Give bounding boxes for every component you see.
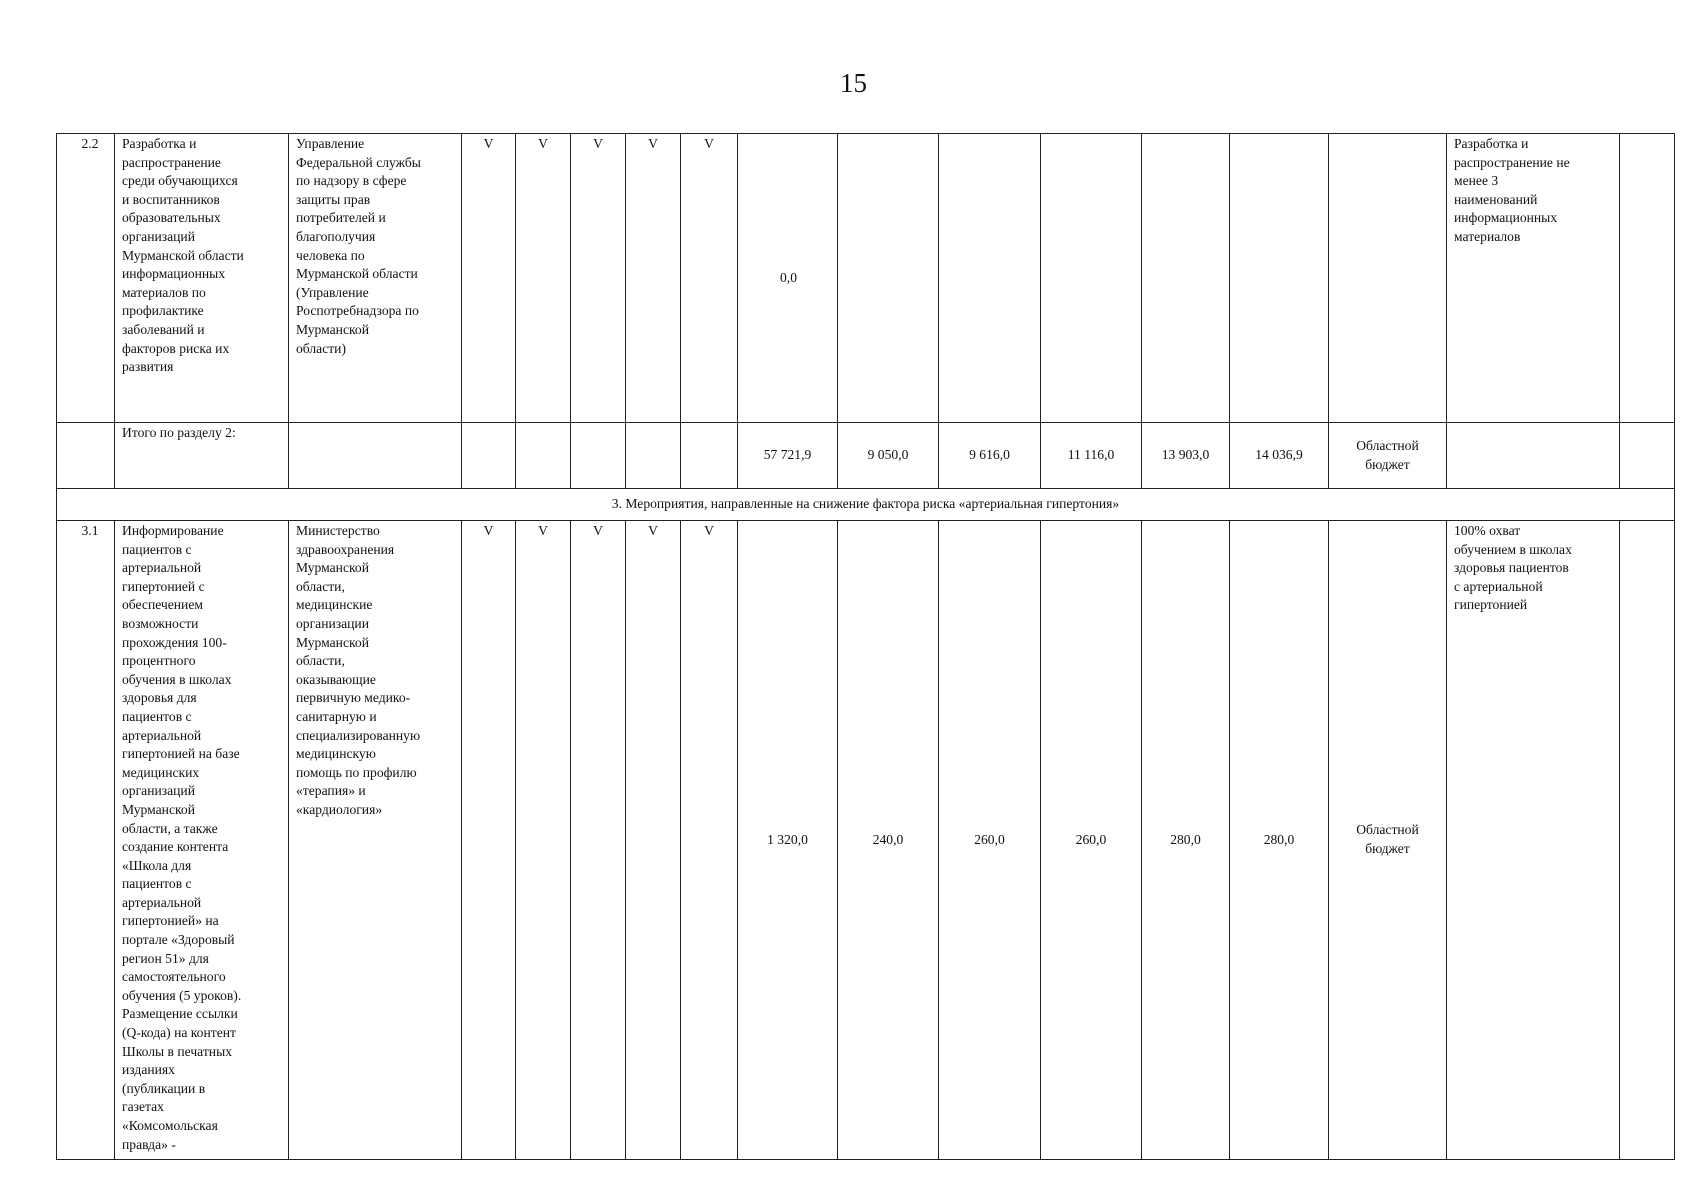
funding-source: Областной бюджет xyxy=(1329,423,1447,489)
year-amount: 13 903,0 xyxy=(1142,423,1230,489)
empty-cell xyxy=(1329,134,1447,423)
executor: Министерство здравоохранения Мурманской области, медицинские организации Мурманской области, оказывающие первичную медико- санитарную и специализированную медицинскую помощь по профилю «терапия» и «кардиология» xyxy=(289,521,462,1160)
empty-cell xyxy=(516,423,571,489)
empty-cell xyxy=(1230,134,1329,423)
year-mark: V xyxy=(571,134,626,423)
year-amount: 14 036,9 xyxy=(1230,423,1329,489)
empty-cell xyxy=(1620,521,1675,1160)
empty-cell xyxy=(1620,134,1675,423)
activity-name: Разработка и распространение среди обучающихся и воспитанников образовательных организаций Мурманской области информационных материалов по профилактике заболеваний и факторов риска их развития xyxy=(115,134,289,423)
year-amount: 9 050,0 xyxy=(838,423,939,489)
empty-cell xyxy=(571,423,626,489)
empty-cell xyxy=(1447,423,1620,489)
row-number: 3.1 xyxy=(57,521,115,1160)
year-mark: V xyxy=(681,521,738,1160)
executor: Управление Федеральной службы по надзору в сфере защиты прав потребителей и благополучия человека по Мурманской области (Управление Роспотребнадзора по Мурманской области) xyxy=(289,134,462,423)
empty-cell xyxy=(838,134,939,423)
expected-result: Разработка и распространение не менее 3 наименований информационных материалов xyxy=(1447,134,1620,423)
page-number: 15 xyxy=(840,68,867,98)
expected-result: 100% охват обучением в школах здоровья пациентов с артериальной гипертонией xyxy=(1447,521,1620,1160)
year-amount: 260,0 xyxy=(939,521,1041,1160)
year-mark: V xyxy=(571,521,626,1160)
funding-source: Областной бюджет xyxy=(1329,521,1447,1160)
row-number: 2.2 xyxy=(57,134,115,423)
year-mark: V xyxy=(462,134,516,423)
empty-cell xyxy=(462,423,516,489)
empty-cell xyxy=(939,134,1041,423)
empty-cell xyxy=(1142,134,1230,423)
total-amount: 0,0 xyxy=(738,134,838,423)
empty-cell xyxy=(626,423,681,489)
year-mark: V xyxy=(626,134,681,423)
year-mark: V xyxy=(516,521,571,1160)
program-activities-table xyxy=(56,133,1675,1160)
empty-cell xyxy=(681,423,738,489)
year-amount: 240,0 xyxy=(838,521,939,1160)
year-amount: 9 616,0 xyxy=(939,423,1041,489)
empty-cell xyxy=(1620,423,1675,489)
section-total-label: Итого по разделу 2: xyxy=(115,423,289,489)
empty-cell xyxy=(57,423,115,489)
year-amount: 260,0 xyxy=(1041,521,1142,1160)
activity-name: Информирование пациентов с артериальной гипертонией с обеспечением возможности прохождения 100- процентного обучения в школах здоровья для пациентов с артериальной гипертонией на базе медицинских организаций Мурманской области, а также создание контента «Школа для пациентов с артериальной гипертонией» на портале «Здоровый регион 51» для самостоятельного обучения (5 уроков). Размещение ссылки (Q-кода) на контент Школы в печатных изданиях (публикации в газетах «Комсомольская правда» - xyxy=(115,521,289,1160)
empty-cell xyxy=(289,423,462,489)
year-amount: 11 116,0 xyxy=(1041,423,1142,489)
year-mark: V xyxy=(681,134,738,423)
table-row xyxy=(57,521,1675,1160)
year-amount: 280,0 xyxy=(1230,521,1329,1160)
table-row xyxy=(57,423,1675,489)
total-amount: 57 721,9 xyxy=(738,423,838,489)
section-header-row xyxy=(57,489,1675,521)
year-mark: V xyxy=(462,521,516,1160)
empty-cell xyxy=(1041,134,1142,423)
year-mark: V xyxy=(626,521,681,1160)
section-title: 3. Мероприятия, направленные на снижение фактора риска «артериальная гипертония» xyxy=(57,489,1675,521)
total-amount: 1 320,0 xyxy=(738,521,838,1160)
year-mark: V xyxy=(516,134,571,423)
table-row xyxy=(57,134,1675,423)
year-amount: 280,0 xyxy=(1142,521,1230,1160)
